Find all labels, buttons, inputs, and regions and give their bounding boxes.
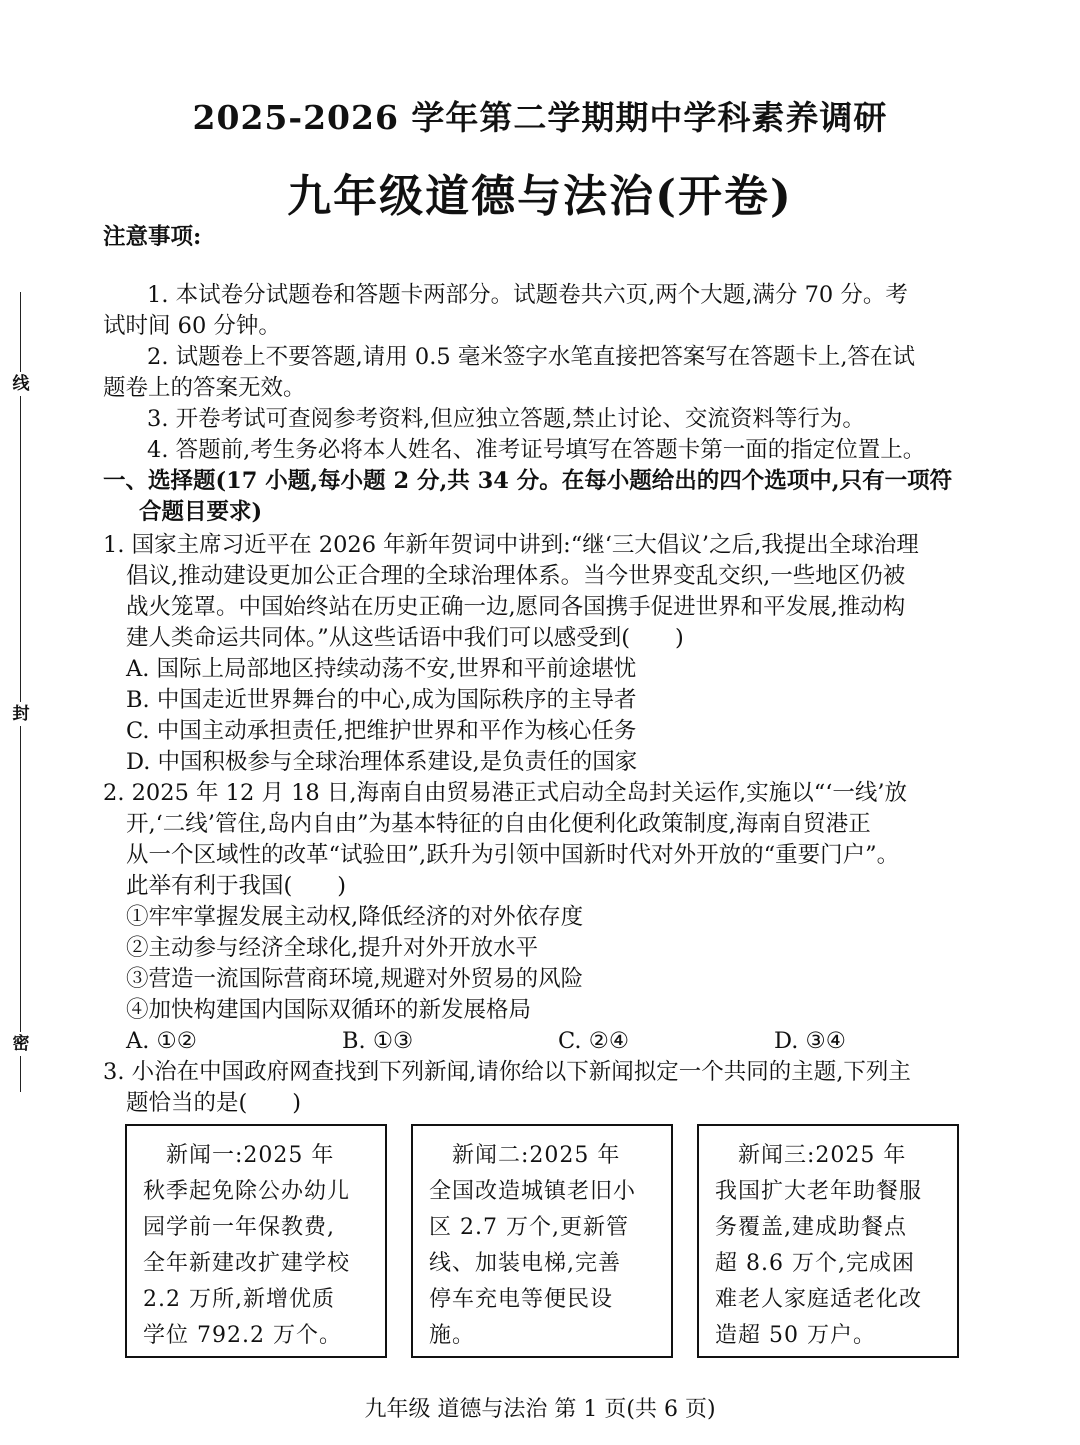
q2-item: ②主动参与经济全球化,提升对外开放水平 (126, 935, 539, 961)
news-line: 新闻二:2025 年 (429, 1143, 621, 1168)
section-heading-cont: 合题目要求) (139, 499, 263, 525)
notice-line: 1. 本试卷分试题卷和答题卡两部分。试题卷共六页,两个大题,满分 70 分。考 (147, 282, 908, 308)
notice-line: 2. 试题卷上不要答题,请用 0.5 毫米签字水笔直接把答案写在答题卡上,答在试 (147, 344, 916, 370)
news-line: 我国扩大老年助餐服 (715, 1179, 923, 1204)
q1-stem: 1. 国家主席习近平在 2026 年新年贺词中讲到:“继‘三大倡议’之后,我提出全球治理 (103, 532, 919, 558)
news-line: 造超 50 万户。 (715, 1323, 876, 1348)
news-line: 全年新建改扩建学校 (143, 1251, 351, 1276)
news-box-1 (125, 1124, 387, 1358)
q3-stem: 题恰当的是( ) (126, 1090, 302, 1116)
news-line: 难老人家庭适老化改 (715, 1287, 923, 1312)
q2-stem: 开,‘二线’管住,岛内自由”为基本特征的自由化便利化政策制度,海南自贸港正 (126, 811, 871, 837)
q2-stem: 从一个区域性的改革“试验田”,跃升为引领中国新时代对外开放的“重要门户”。 (126, 842, 900, 868)
binding-char-xian: 线 (10, 372, 32, 396)
q2-stem: 此举有利于我国( ) (126, 873, 347, 899)
news-line: 秋季起免除公办幼儿 (143, 1179, 351, 1204)
notice-line: 题卷上的答案无效。 (103, 375, 306, 401)
binding-line (20, 292, 21, 1092)
q2-item: ①牢牢掌握发展主动权,降低经济的对外依存度 (126, 904, 584, 930)
news-line: 新闻三:2025 年 (715, 1143, 907, 1168)
news-line: 停车充电等便民设 (429, 1287, 614, 1312)
news-line: 学位 792.2 万个。 (143, 1323, 342, 1348)
q1-option-d: D. 中国积极参与全球治理体系建设,是负责任的国家 (126, 749, 638, 775)
q2-stem: 2. 2025 年 12 月 18 日,海南自由贸易港正式启动全岛封关运作,实施以“‘一线’放 (103, 780, 908, 806)
q1-option-a: A. 国际上局部地区持续动荡不安,世界和平前途堪忧 (126, 656, 637, 682)
news-line: 超 8.6 万个,完成困 (715, 1251, 915, 1276)
q3-stem: 3. 小治在中国政府网查找到下列新闻,请你给以下新闻拟定一个共同的主题,下列主 (103, 1059, 911, 1085)
q1-stem: 建人类命运共同体。”从这些话语中我们可以感受到( ) (126, 625, 684, 651)
exam-title: 2025-2026 学年第二学期期中学科素养调研 (192, 98, 888, 137)
q1-option-c: C. 中国主动承担责任,把维护世界和平作为核心任务 (126, 718, 637, 744)
news-line: 2.2 万所,新增优质 (143, 1287, 335, 1312)
notice-heading: 注意事项: (103, 224, 202, 250)
news-line: 施。 (429, 1323, 476, 1348)
news-line: 务覆盖,建成助餐点 (715, 1215, 907, 1240)
news-line: 全国改造城镇老旧小 (429, 1179, 637, 1204)
q2-item: ④加快构建国内国际双循环的新发展格局 (126, 997, 532, 1023)
section-heading: 一、选择题(17 小题,每小题 2 分,共 34 分。在每小题给出的四个选项中,只有一项符 (103, 468, 953, 494)
q2-item: ③营造一流国际营商环境,规避对外贸易的风险 (126, 966, 584, 992)
news-line: 区 2.7 万个,更新管 (429, 1215, 629, 1240)
notice-line: 4. 答题前,考生务必将本人姓名、准考证号填写在答题卡第一面的指定位置上。 (147, 437, 926, 463)
notice-line: 试时间 60 分钟。 (103, 313, 281, 339)
q1-stem: 倡议,推动建设更加公正合理的全球治理体系。当今世界变乱交织,一些地区仍被 (126, 563, 906, 589)
page-footer: 九年级 道德与法治 第 1 页(共 6 页) (364, 1397, 716, 1422)
news-line: 新闻一:2025 年 (143, 1143, 335, 1168)
news-line: 线、加装电梯,完善 (429, 1251, 621, 1276)
exam-subtitle: 九年级道德与法治(开卷) (287, 171, 793, 222)
notice-line: 3. 开卷考试可查阅参考资料,但应独立答题,禁止讨论、交流资料等行为。 (147, 406, 865, 432)
news-box-2 (411, 1124, 673, 1358)
q2-option-a: A. ①② (126, 1028, 197, 1054)
news-line: 园学前一年保教费, (143, 1215, 335, 1240)
q2-option-c: C. ②④ (558, 1028, 630, 1054)
binding-char-mi: 密 (10, 1032, 32, 1056)
binding-char-feng: 封 (10, 702, 32, 726)
q1-stem: 战火笼罩。中国始终站在历史正确一边,愿同各国携手促进世界和平发展,推动构 (126, 594, 906, 620)
q2-option-b: B. ①③ (342, 1028, 414, 1054)
news-box-3 (697, 1124, 959, 1358)
q2-option-d: D. ③④ (774, 1028, 846, 1054)
q1-option-b: B. 中国走近世界舞台的中心,成为国际秩序的主导者 (126, 687, 637, 713)
